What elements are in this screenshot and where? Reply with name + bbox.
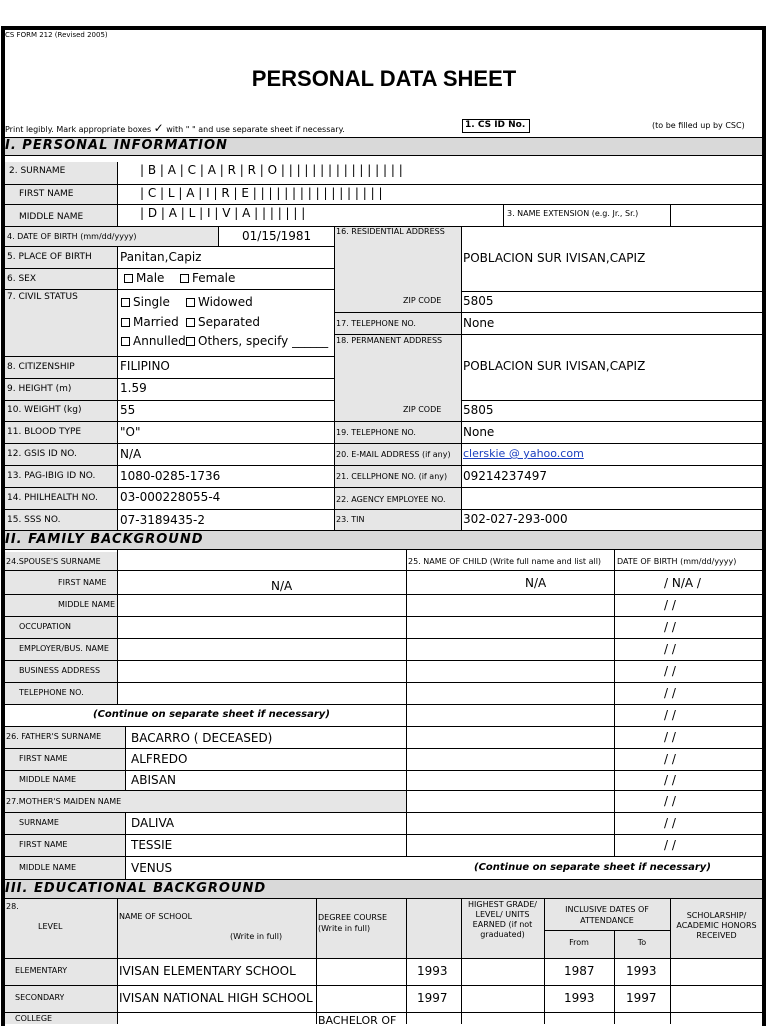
dob-slash: / /: [664, 838, 676, 852]
dates-header: INCLUSIVE DATES OF ATTENDANCE: [565, 905, 649, 925]
telephone-label: TELEPHONE NO.: [19, 688, 84, 697]
from-header: From: [569, 938, 589, 947]
dob-slash: / /: [664, 730, 676, 744]
civil-status-label: 7. CIVIL STATUS: [7, 292, 78, 302]
child-dob-value[interactable]: / N/A /: [664, 576, 701, 590]
telephone-19-value[interactable]: None: [463, 425, 495, 439]
edu-from[interactable]: 1993: [564, 991, 595, 1005]
cellphone-label: 21. CELLPHONE NO. (if any): [336, 472, 448, 481]
dob-slash: / /: [664, 794, 676, 808]
degree-header: DEGREE COURSE (Write in full): [318, 913, 388, 933]
edu-from[interactable]: 1987: [564, 964, 595, 978]
page-title: PERSONAL DATA SHEET: [251, 66, 517, 91]
permanent-address-label: 18. PERMANENT ADDRESS: [336, 336, 443, 345]
mother-middle-value[interactable]: VENUS: [131, 861, 173, 875]
sex-female-option[interactable]: Female: [180, 271, 235, 285]
telephone-19-label: 19. TELEPHONE NO.: [336, 428, 416, 437]
cs-married-option[interactable]: Married: [121, 315, 179, 329]
continue-note-2: (Continue on separate sheet if necessary): [474, 862, 711, 873]
section-family-title: II. FAMILY BACKGROUND: [5, 532, 204, 547]
dob-slash: / /: [664, 642, 676, 656]
edu-level: COLLEGE: [15, 1014, 53, 1023]
edu-to[interactable]: 1997: [626, 991, 657, 1005]
firstname-label: FIRST NAME: [19, 189, 74, 199]
agency-employee-label: 22. AGENCY EMPLOYEE NO.: [336, 495, 446, 504]
mother-maiden-name-label: 27.MOTHER'S MAIDEN NAME: [6, 797, 122, 806]
cs-annulled-option[interactable]: Annulled: [121, 334, 186, 348]
gsis-label: 12. GSIS ID NO.: [7, 449, 77, 459]
spouse-first-label: FIRST NAME: [58, 578, 107, 587]
edu-degree[interactable]: BACHELOR OF: [318, 1014, 397, 1027]
section-personal-title: I. PERSONAL INFORMATION: [5, 138, 228, 153]
pob-label: 5. PLACE OF BIRTH: [7, 252, 92, 262]
cellphone-value[interactable]: 09214237497: [463, 469, 547, 483]
middlename-boxes[interactable]: | D | A | L | I | V | A | | | | | | |: [140, 206, 306, 220]
edu-num: 28.: [6, 902, 19, 911]
residential-address-label: 16. RESIDENTIAL ADDRESS: [336, 227, 445, 236]
sex-label: 6. SEX: [7, 274, 37, 284]
pagibig-value[interactable]: 1080-0285-1736: [120, 469, 221, 483]
firstname-boxes[interactable]: | C | L | A | I | R | E | | | | | | | | | | | | | | | | |: [140, 186, 383, 200]
weight-label: 10. WEIGHT (kg): [7, 405, 82, 415]
gsis-value[interactable]: N/A: [120, 447, 142, 461]
mother-surname-label: SURNAME: [19, 818, 59, 827]
email-value[interactable]: clerskie @ yahoo.com: [463, 447, 584, 460]
level-header: LEVEL: [38, 922, 63, 931]
father-first-value[interactable]: ALFREDO: [131, 752, 188, 766]
continue-note: (Continue on separate sheet if necessary): [93, 709, 330, 720]
tin-value[interactable]: 302-027-293-000: [463, 512, 568, 526]
instruction-text-2: with " " and use separate sheet if necessary.: [166, 125, 345, 134]
email-label: 20. E-MAIL ADDRESS (if any): [336, 450, 451, 459]
pagibig-label: 13. PAG-IBIG ID NO.: [7, 471, 96, 481]
dob-slash: / /: [664, 598, 676, 612]
cs-single-option[interactable]: Single: [121, 295, 170, 309]
telephone-17-value[interactable]: None: [463, 316, 495, 330]
name-extension-label: 3. NAME EXTENSION (e.g. Jr., Sr.): [507, 209, 639, 218]
dob-value[interactable]: 01/15/1981: [242, 229, 312, 243]
citizenship-value[interactable]: FILIPINO: [120, 359, 170, 373]
father-middle-label: MIDDLE NAME: [19, 775, 77, 784]
spouse-middle-label: MIDDLE NAME: [58, 600, 116, 609]
school-header: NAME OF SCHOOL: [119, 912, 193, 921]
mother-first-value[interactable]: TESSIE: [131, 838, 173, 852]
dob-slash: / /: [664, 664, 676, 678]
edu-school[interactable]: IVISAN ELEMENTARY SCHOOL: [119, 964, 296, 978]
tin-label: 23. TIN: [336, 515, 365, 524]
dob-slash: / /: [664, 773, 676, 787]
permanent-address-value[interactable]: POBLACION SUR IVISAN,CAPIZ: [463, 359, 646, 373]
sss-value[interactable]: 07-3189435-2: [120, 513, 206, 527]
employer-label: EMPLOYER/BUS. NAME: [19, 644, 109, 653]
father-middle-value[interactable]: ABISAN: [131, 773, 177, 787]
zip-label-2: ZIP CODE: [403, 405, 442, 414]
telephone-17-label: 17. TELEPHONE NO.: [336, 319, 416, 328]
dob-slash: / /: [664, 620, 676, 634]
height-value[interactable]: 1.59: [120, 381, 147, 395]
mother-first-label: FIRST NAME: [19, 840, 68, 849]
cs-widowed-option[interactable]: Widowed: [186, 295, 253, 309]
child-dob-header: DATE OF BIRTH (mm/dd/yyyy): [617, 557, 737, 566]
section-education-title: III. EDUCATIONAL BACKGROUND: [5, 881, 267, 896]
pob-value[interactable]: Panitan,Capiz: [120, 250, 202, 264]
philhealth-value[interactable]: 03-000228055-4: [120, 490, 221, 504]
occupation-label: OCCUPATION: [19, 622, 72, 631]
dob-label: 4. DATE OF BIRTH (mm/dd/yyyy): [7, 232, 137, 241]
surname-boxes[interactable]: | B | A | C | A | R | R | O | | | | | | | | | | | | | | | |: [140, 163, 403, 177]
instruction-text: Print legibly. Mark appropriate boxes: [5, 125, 152, 134]
to-header: To: [637, 938, 647, 947]
father-first-label: FIRST NAME: [19, 754, 68, 763]
edu-level: SECONDARY: [15, 993, 65, 1002]
school-sub: (Write in full): [230, 932, 283, 941]
mother-middle-label: MIDDLE NAME: [19, 863, 77, 872]
business-address-label: BUSINESS ADDRESS: [19, 666, 101, 675]
mother-surname-value[interactable]: DALIVA: [131, 816, 175, 830]
child-name-header: 25. NAME OF CHILD (Write full name and list all): [408, 557, 602, 566]
honors-header: SCHOLARSHIP/ ACADEMIC HONORS RECEIVED: [676, 911, 757, 940]
father-surname-value[interactable]: BACARRO ( DECEASED): [131, 731, 273, 745]
child-name-value[interactable]: N/A: [525, 576, 547, 590]
form-code: CS FORM 212 (Revised 2005): [5, 31, 108, 39]
dob-slash: / /: [664, 816, 676, 830]
weight-value[interactable]: 55: [120, 403, 136, 417]
dob-slash: / /: [664, 708, 676, 722]
sss-label: 15. SSS NO.: [7, 515, 61, 525]
cs-others-option[interactable]: Others, specify ______: [186, 334, 334, 348]
blood-type-label: 11. BLOOD TYPE: [7, 427, 82, 437]
spouse-surname-label: 24.SPOUSE'S SURNAME: [6, 557, 101, 566]
spouse-first-value[interactable]: N/A: [271, 579, 293, 593]
edu-level: ELEMENTARY: [15, 966, 68, 975]
grade-header: HIGHEST GRADE/ LEVEL/ UNITS EARNED (if not graduated): [468, 900, 537, 939]
surname-label: 2. SURNAME: [9, 166, 66, 176]
father-surname-label: 26. FATHER'S SURNAME: [6, 732, 102, 741]
residential-zip-value[interactable]: 5805: [463, 294, 494, 308]
permanent-zip-value[interactable]: 5805: [463, 403, 494, 417]
cs-separated-option[interactable]: Separated: [186, 315, 260, 329]
dob-slash: / /: [664, 686, 676, 700]
citizenship-label: 8. CITIZENSHIP: [7, 362, 75, 372]
edu-year[interactable]: 1993: [417, 964, 448, 978]
sex-male-option[interactable]: Male: [124, 271, 164, 285]
philhealth-label: 14. PHILHEALTH NO.: [7, 493, 98, 503]
edu-school[interactable]: IVISAN NATIONAL HIGH SCHOOL: [119, 991, 313, 1005]
edu-to[interactable]: 1993: [626, 964, 657, 978]
check-mark-icon: ✓: [153, 121, 164, 135]
middlename-label: MIDDLE NAME: [19, 212, 84, 222]
zip-label-1: ZIP CODE: [403, 296, 442, 305]
blood-type-value[interactable]: "O": [120, 425, 141, 439]
height-label: 9. HEIGHT (m): [7, 384, 72, 394]
edu-year[interactable]: 1997: [417, 991, 448, 1005]
residential-address-value[interactable]: POBLACION SUR IVISAN,CAPIZ: [463, 251, 646, 265]
csid-note: (to be filled up by CSC): [652, 121, 745, 130]
csid-label: 1. CS ID No.: [462, 119, 530, 133]
dob-slash: / /: [664, 752, 676, 766]
